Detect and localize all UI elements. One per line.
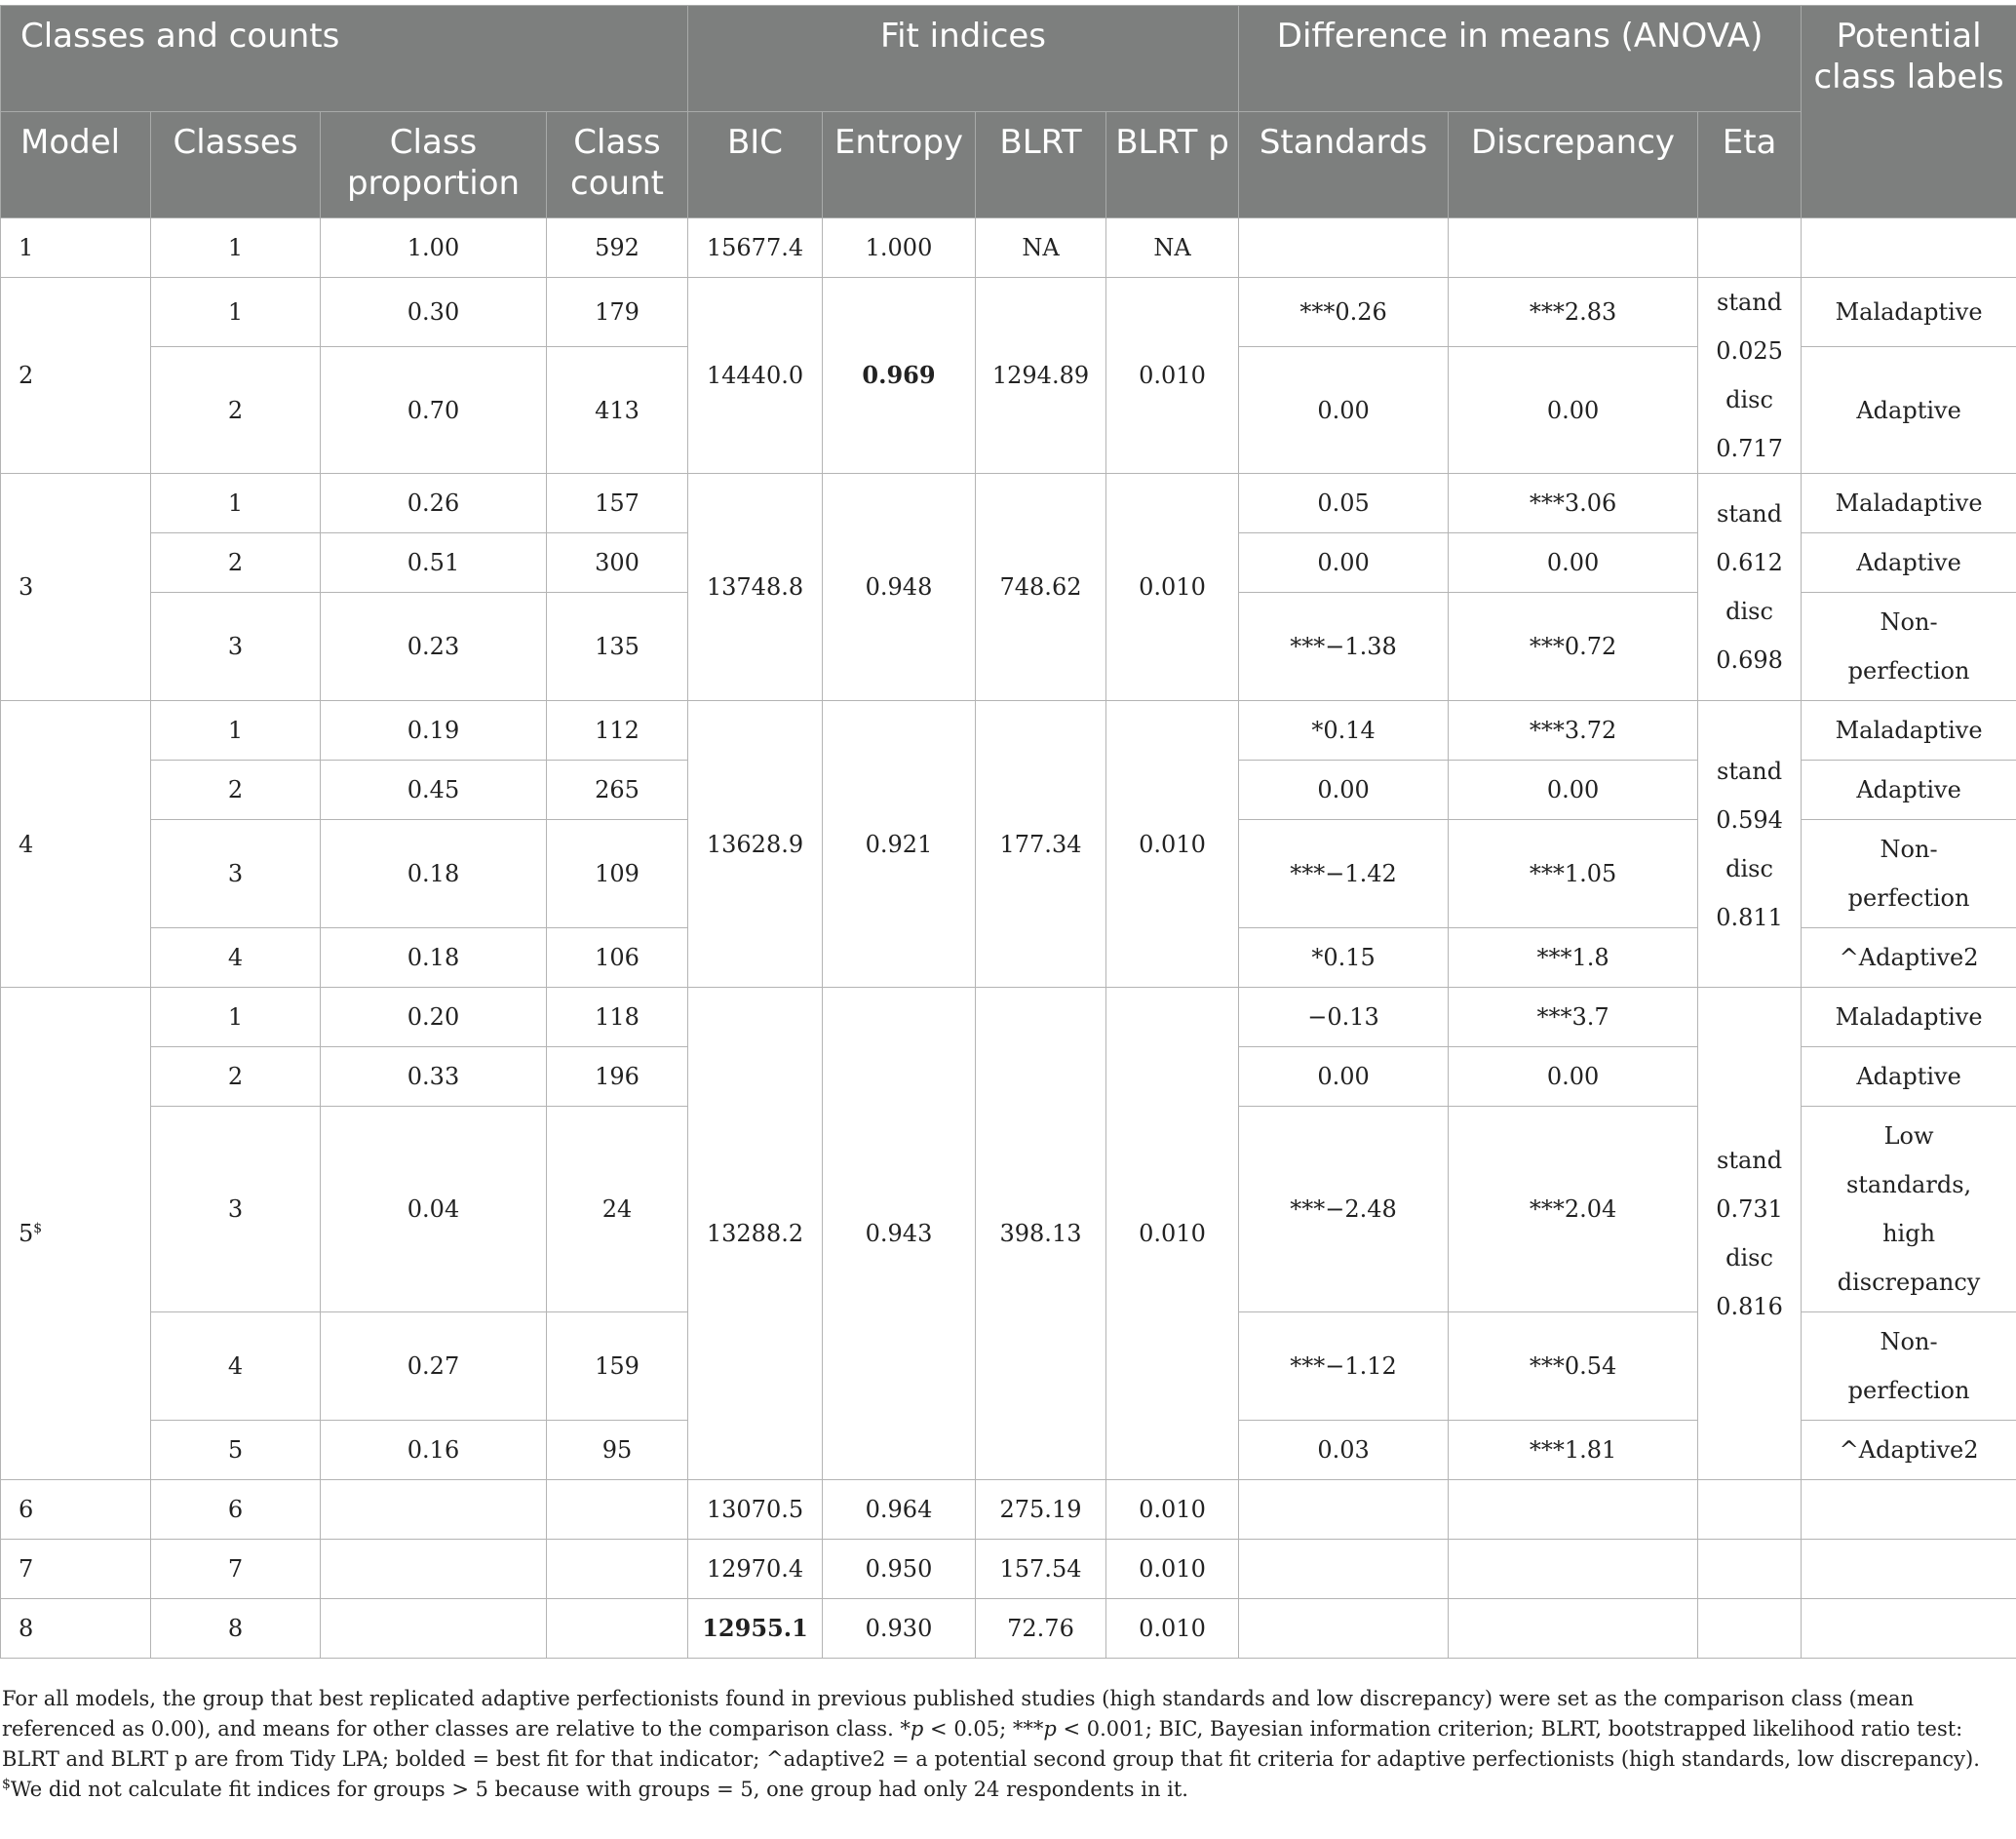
label-cell: Adaptive [1802, 347, 2016, 474]
eta-cell [1698, 1480, 1802, 1540]
blrt-p-cell: 0.010 [1106, 988, 1239, 1480]
model-cell: 6 [1, 1480, 151, 1540]
discrepancy-cell: ***3.7 [1449, 988, 1698, 1047]
blrt-p-cell: 0.010 [1106, 1480, 1239, 1540]
header-discrepancy: Discrepancy [1449, 112, 1698, 218]
proportion-cell: 0.16 [321, 1421, 547, 1480]
standards-cell: 0.00 [1239, 347, 1449, 474]
standards-cell: 0.00 [1239, 533, 1449, 593]
header-class-proportion: Class proportion [321, 112, 547, 218]
eta-disc-label: disc [1725, 1244, 1773, 1272]
discrepancy-cell [1449, 218, 1698, 278]
table-row [1, 988, 2016, 1047]
label-cell [1802, 1599, 2016, 1659]
label-cell: ^Adaptive2 [1802, 928, 2016, 988]
standards-cell: ***0.26 [1239, 278, 1449, 347]
count-cell: 135 [547, 593, 688, 701]
table-row [1, 474, 2016, 533]
table-row [1, 1540, 2016, 1599]
eta-cell [1698, 1599, 1802, 1659]
header-blrt-p: BLRT p [1106, 112, 1239, 218]
label-cell [1802, 1107, 2016, 1312]
classes-cell: 2 [151, 347, 321, 474]
eta-cell [1698, 701, 1802, 988]
standards-cell: −0.13 [1239, 988, 1449, 1047]
standards-cell: ***−1.42 [1239, 820, 1449, 928]
label-line: perfection [1847, 884, 1970, 912]
eta-stand-value: 0.612 [1716, 549, 1783, 576]
discrepancy-cell: ***1.05 [1449, 820, 1698, 928]
footnote-text: < 0.001; BIC, Bayesian information criterion; BLRT, bootstrapped likelihood ratio test: BLRT and BLRT p are from Tidy LPA; bolded = best fit for that indicator; ^adaptive2 = a potential second group that fit criteria for adaptive perfectionists (high standards, low discrepancy). [2, 1717, 1980, 1771]
discrepancy-cell: 0.00 [1449, 533, 1698, 593]
entropy-cell: 0.948 [823, 474, 976, 701]
classes-cell: 3 [151, 1107, 321, 1312]
bic-cell: 13748.8 [688, 474, 823, 701]
blrt-cell: 275.19 [976, 1480, 1106, 1540]
count-cell: 109 [547, 820, 688, 928]
label-line: Non- [1880, 836, 1938, 863]
standards-cell: *0.14 [1239, 701, 1449, 761]
table-footnote [0, 1684, 2000, 1805]
label-line: perfection [1847, 657, 1970, 685]
entropy-cell: 0.964 [823, 1480, 976, 1540]
count-cell: 112 [547, 701, 688, 761]
classes-cell: 2 [151, 533, 321, 593]
header-class-count: Class count [547, 112, 688, 218]
model-cell: 8 [1, 1599, 151, 1659]
count-cell: 179 [547, 278, 688, 347]
blrt-p-cell: 0.010 [1106, 1540, 1239, 1599]
standards-cell: 0.03 [1239, 1421, 1449, 1480]
table-row [1, 1599, 2016, 1659]
header-fit-indices: Fit indices [688, 6, 1239, 112]
proportion-cell: 0.04 [321, 1107, 547, 1312]
entropy-cell: 1.000 [823, 218, 976, 278]
blrt-p-cell: 0.010 [1106, 278, 1239, 474]
bic-cell: 12970.4 [688, 1540, 823, 1599]
bic-cell: 13628.9 [688, 701, 823, 988]
proportion-cell: 0.51 [321, 533, 547, 593]
eta-stand-value: 0.025 [1716, 337, 1783, 365]
classes-cell: 1 [151, 218, 321, 278]
classes-cell: 2 [151, 1047, 321, 1107]
footnote-dollar [2, 1775, 2000, 1805]
eta-stand-value: 0.594 [1716, 805, 1783, 834]
discrepancy-cell: 0.00 [1449, 1047, 1698, 1107]
discrepancy-cell [1449, 1480, 1698, 1540]
label-cell [1802, 1312, 2016, 1421]
model-cell [1, 988, 151, 1480]
count-cell: 157 [547, 474, 688, 533]
bic-cell: 13288.2 [688, 988, 823, 1480]
eta-cell [1698, 218, 1802, 278]
proportion-cell [321, 1599, 547, 1659]
count-cell: 24 [547, 1107, 688, 1312]
standards-cell [1239, 218, 1449, 278]
eta-disc-value: 0.698 [1716, 646, 1783, 674]
footnote-mark: $ [33, 1221, 43, 1236]
discrepancy-cell: ***1.8 [1449, 928, 1698, 988]
footnote-p: p [1043, 1717, 1057, 1741]
label-cell: Maladaptive [1802, 701, 2016, 761]
classes-cell: 4 [151, 1312, 321, 1421]
proportion-cell: 0.70 [321, 347, 547, 474]
blrt-p-cell: NA [1106, 218, 1239, 278]
eta-disc-label: disc [1725, 386, 1773, 413]
header-difference-in-means: Difference in means (ANOVA) [1239, 6, 1802, 112]
standards-cell: 0.00 [1239, 1047, 1449, 1107]
entropy-cell: 0.950 [823, 1540, 976, 1599]
header-classes-and-counts: Classes and counts [1, 6, 688, 112]
count-cell: 196 [547, 1047, 688, 1107]
standards-cell: ***−2.48 [1239, 1107, 1449, 1312]
proportion-cell: 0.30 [321, 278, 547, 347]
classes-cell: 1 [151, 701, 321, 761]
bic-cell [688, 1599, 823, 1659]
eta-stand-label: stand [1717, 1147, 1783, 1174]
eta-cell [1698, 278, 1802, 474]
eta-stand-value: 0.731 [1716, 1195, 1783, 1223]
header-bic: BIC [688, 112, 823, 218]
header-classes: Classes [151, 112, 321, 218]
eta-disc-value: 0.811 [1716, 903, 1783, 931]
label-cell [1802, 820, 2016, 928]
blrt-p-cell: 0.010 [1106, 701, 1239, 988]
blrt-cell: 72.76 [976, 1599, 1106, 1659]
proportion-cell: 0.23 [321, 593, 547, 701]
classes-cell: 1 [151, 988, 321, 1047]
count-cell: 300 [547, 533, 688, 593]
label-cell: Adaptive [1802, 1047, 2016, 1107]
classes-cell: 5 [151, 1421, 321, 1480]
label-line: discrepancy [1837, 1269, 1981, 1296]
discrepancy-cell: ***3.06 [1449, 474, 1698, 533]
table-row [1, 218, 2016, 278]
model-value: 5 [19, 1220, 34, 1247]
count-cell: 159 [547, 1312, 688, 1421]
eta-stand-label: stand [1717, 757, 1783, 785]
standards-cell [1239, 1540, 1449, 1599]
bic-cell: 14440.0 [688, 278, 823, 474]
header-blrt: BLRT [976, 112, 1106, 218]
eta-disc-value: 0.816 [1716, 1293, 1783, 1320]
eta-stand-label: stand [1717, 289, 1783, 316]
standards-cell: ***−1.38 [1239, 593, 1449, 701]
proportion-cell: 0.26 [321, 474, 547, 533]
label-cell: Maladaptive [1802, 988, 2016, 1047]
discrepancy-cell: ***3.72 [1449, 701, 1698, 761]
label-cell: Maladaptive [1802, 474, 2016, 533]
blrt-p-cell: 0.010 [1106, 474, 1239, 701]
header-potential-class-labels: Potential class labels [1802, 6, 2016, 218]
count-cell: 592 [547, 218, 688, 278]
footnote-text: < 0.05; *** [923, 1717, 1044, 1741]
standards-cell [1239, 1599, 1449, 1659]
classes-cell: 1 [151, 278, 321, 347]
proportion-cell: 0.33 [321, 1047, 547, 1107]
proportion-cell [321, 1540, 547, 1599]
table-row [1, 1480, 2016, 1540]
entropy-cell: 0.943 [823, 988, 976, 1480]
eta-disc-label: disc [1725, 854, 1773, 882]
footnote-main [2, 1684, 2000, 1775]
label-cell: Maladaptive [1802, 278, 2016, 347]
label-cell [1802, 1480, 2016, 1540]
entropy-cell: 0.930 [823, 1599, 976, 1659]
header-standards: Standards [1239, 112, 1449, 218]
model-cell: 2 [1, 278, 151, 474]
proportion-cell: 0.19 [321, 701, 547, 761]
count-cell: 118 [547, 988, 688, 1047]
count-cell: 95 [547, 1421, 688, 1480]
eta-cell [1698, 474, 1802, 701]
label-cell: ^Adaptive2 [1802, 1421, 2016, 1480]
bic-cell: 13070.5 [688, 1480, 823, 1540]
results-table [0, 5, 2016, 1659]
count-cell: 106 [547, 928, 688, 988]
classes-cell: 3 [151, 593, 321, 701]
entropy-cell [823, 278, 976, 474]
count-cell [547, 1540, 688, 1599]
classes-cell: 2 [151, 761, 321, 820]
label-cell [1802, 593, 2016, 701]
label-line: Low [1883, 1122, 1934, 1150]
label-line: perfection [1847, 1377, 1970, 1404]
table-row [1, 278, 2016, 347]
discrepancy-cell: ***1.81 [1449, 1421, 1698, 1480]
blrt-p-cell: 0.010 [1106, 1599, 1239, 1659]
proportion-cell: 0.18 [321, 820, 547, 928]
label-cell [1802, 218, 2016, 278]
discrepancy-cell: 0.00 [1449, 347, 1698, 474]
footnote-text: For all models, the group that best replicated adaptive perfectionists found in previous published studies (high standards and low discrepancy) were set as the comparison class (mean referenced as 0.00), and means for other classes are relative to the comparison class. * [2, 1687, 1915, 1741]
proportion-cell [321, 1480, 547, 1540]
proportion-cell: 0.27 [321, 1312, 547, 1421]
label-cell: Adaptive [1802, 761, 2016, 820]
standards-cell: ***−1.12 [1239, 1312, 1449, 1421]
proportion-cell: 1.00 [321, 218, 547, 278]
proportion-cell: 0.20 [321, 988, 547, 1047]
bic-value: 12955.1 [702, 1614, 808, 1642]
blrt-cell: 748.62 [976, 474, 1106, 701]
standards-cell [1239, 1480, 1449, 1540]
proportion-cell: 0.18 [321, 928, 547, 988]
label-line: Non- [1880, 608, 1938, 636]
entropy-cell: 0.921 [823, 701, 976, 988]
label-cell [1802, 1540, 2016, 1599]
header-eta: Eta [1698, 112, 1802, 218]
classes-cell: 8 [151, 1599, 321, 1659]
blrt-cell: NA [976, 218, 1106, 278]
count-cell: 413 [547, 347, 688, 474]
count-cell [547, 1480, 688, 1540]
entropy-value: 0.969 [862, 361, 936, 389]
blrt-cell: 398.13 [976, 988, 1106, 1480]
label-line: high [1882, 1220, 1936, 1247]
eta-disc-value: 0.717 [1716, 435, 1783, 462]
standards-cell: 0.00 [1239, 761, 1449, 820]
discrepancy-cell [1449, 1599, 1698, 1659]
label-line: Non- [1880, 1328, 1938, 1355]
discrepancy-cell: ***0.72 [1449, 593, 1698, 701]
footnote-text: We did not calculate fit indices for groups > 5 because with groups = 5, one group had only 24 respondents in it. [10, 1778, 1188, 1801]
eta-stand-label: stand [1717, 500, 1783, 528]
proportion-cell: 0.45 [321, 761, 547, 820]
eta-cell [1698, 1540, 1802, 1599]
blrt-cell: 177.34 [976, 701, 1106, 988]
footnote-p: p [910, 1717, 924, 1741]
blrt-cell: 157.54 [976, 1540, 1106, 1599]
bic-cell: 15677.4 [688, 218, 823, 278]
table-row [1, 701, 2016, 761]
count-cell: 265 [547, 761, 688, 820]
header-entropy: Entropy [823, 112, 976, 218]
discrepancy-cell: ***0.54 [1449, 1312, 1698, 1421]
header-model: Model [1, 112, 151, 218]
classes-cell: 6 [151, 1480, 321, 1540]
model-cell: 1 [1, 218, 151, 278]
label-line: standards, [1845, 1171, 1972, 1198]
standards-cell: 0.05 [1239, 474, 1449, 533]
classes-cell: 1 [151, 474, 321, 533]
classes-cell: 3 [151, 820, 321, 928]
classes-cell: 7 [151, 1540, 321, 1599]
model-cell: 4 [1, 701, 151, 988]
discrepancy-cell: 0.00 [1449, 761, 1698, 820]
eta-disc-label: disc [1725, 598, 1773, 625]
discrepancy-cell: ***2.04 [1449, 1107, 1698, 1312]
footnote-mark: $ [2, 1777, 11, 1792]
model-cell: 3 [1, 474, 151, 701]
discrepancy-cell [1449, 1540, 1698, 1599]
label-cell: Adaptive [1802, 533, 2016, 593]
model-cell: 7 [1, 1540, 151, 1599]
standards-cell: *0.15 [1239, 928, 1449, 988]
classes-cell: 4 [151, 928, 321, 988]
blrt-cell: 1294.89 [976, 278, 1106, 474]
eta-cell [1698, 988, 1802, 1480]
count-cell [547, 1599, 688, 1659]
discrepancy-cell: ***2.83 [1449, 278, 1698, 347]
